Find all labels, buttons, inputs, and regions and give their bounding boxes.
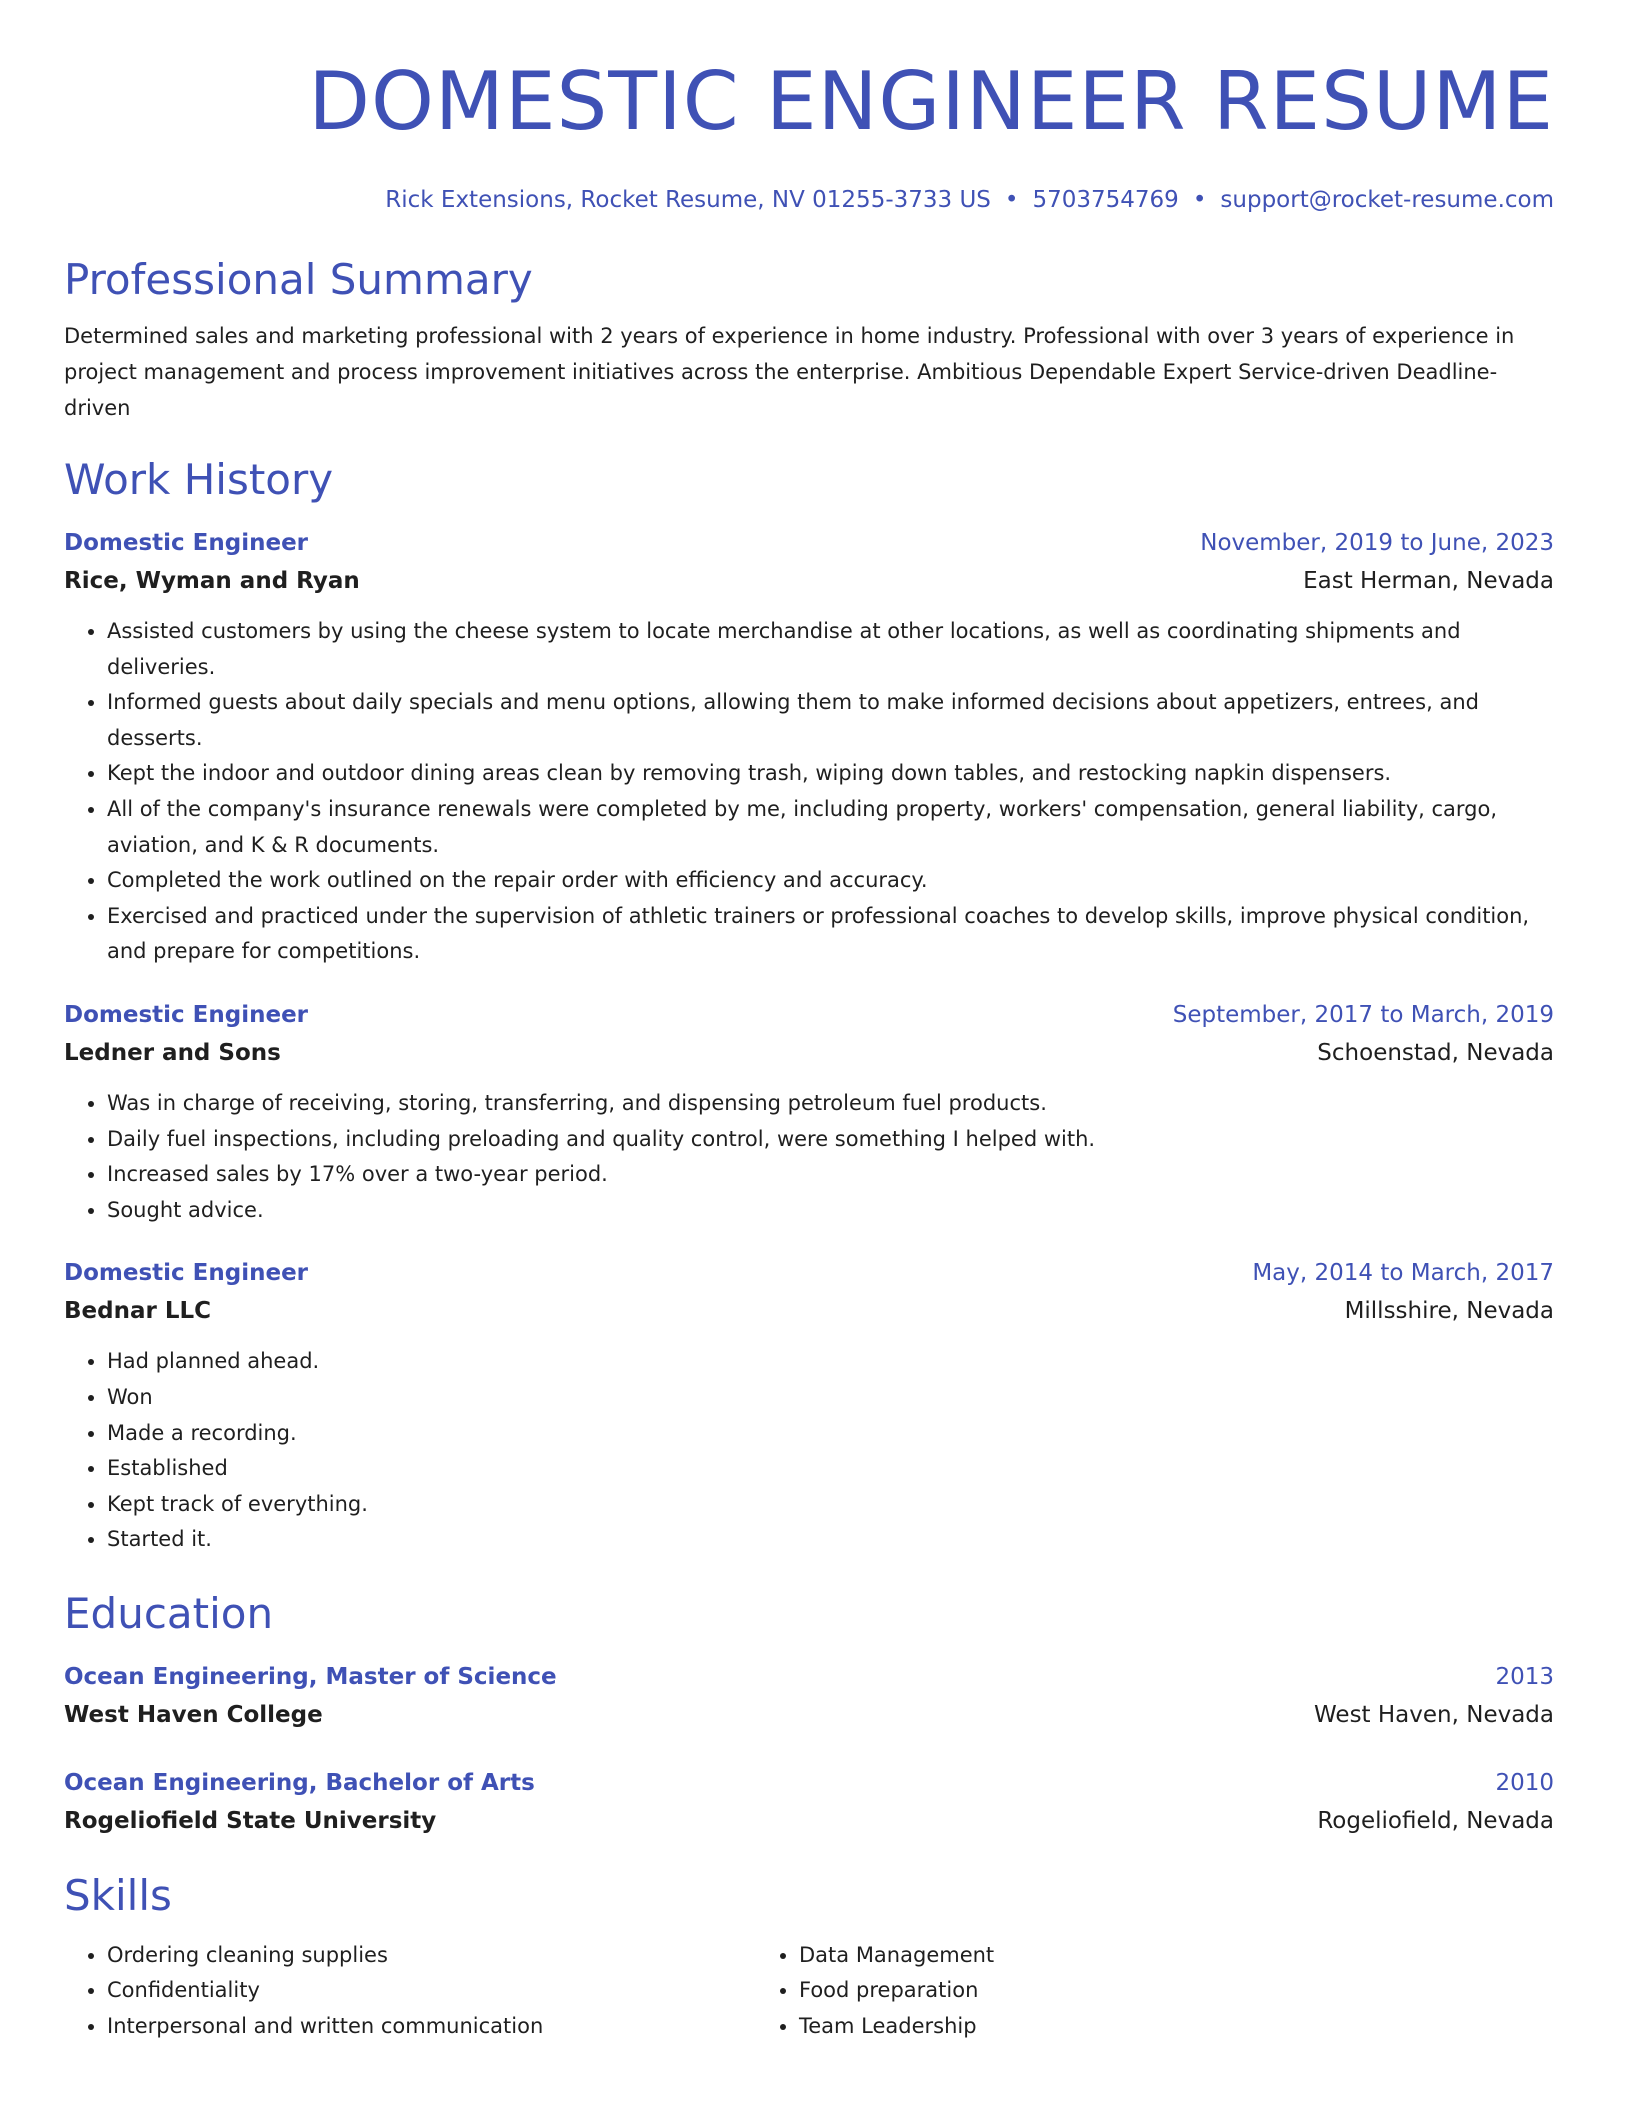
education-location: Rogeliofield, Nevada xyxy=(1317,1807,1554,1834)
job-bullet: • Established xyxy=(107,1451,1554,1487)
job-header-row xyxy=(64,524,1554,562)
job-company: Ledner and Sons xyxy=(64,1039,281,1066)
job-bullet: • Exercised and practiced under the supervision of athletic trainers or professional coaches to develop skills, improve physical condition, and prepare for competitions. xyxy=(107,899,1554,970)
education-entry xyxy=(64,1658,1554,1734)
job-location: East Herman, Nevada xyxy=(1303,568,1554,594)
summary-text: Determined sales and marketing professional with 2 years of experience in home industry. Professional with over 3 years of experience in project management and process improvement initiatives across the enterprise. Ambitious Dependable Expert Service-driven Deadline-driven xyxy=(64,324,1515,420)
job-dates: May, 2014 to March, 2017 xyxy=(1252,1260,1554,1287)
job-bullet: • All of the company's insurance renewals were completed by me, including property, workers' compensation, general liability, cargo, aviation, and K & R documents. xyxy=(107,792,1554,863)
job-company: Rice, Wyman and Ryan xyxy=(64,568,360,594)
job-bullet: • Increased sales by 17% over a two-year period. xyxy=(107,1157,1554,1193)
section-heading-skills: Skills xyxy=(64,1870,172,1920)
job-dates: November, 2019 to June, 2023 xyxy=(1200,530,1554,556)
contact-line xyxy=(64,184,1554,216)
job-bullets xyxy=(64,1344,1554,1558)
job-company-row xyxy=(64,1292,1554,1330)
job-title: Domestic Engineer xyxy=(64,1260,309,1287)
skill-item: • Data Management xyxy=(799,1938,1496,1974)
education-year: 2013 xyxy=(1495,1663,1554,1690)
education-school-row xyxy=(64,1696,1554,1734)
separator-dot: • xyxy=(1192,187,1207,213)
job-bullet: • Kept the indoor and outdoor dining areas clean by removing trash, wiping down tables, and restocking napkin dispensers. xyxy=(107,756,1554,792)
education-degree: Ocean Engineering, Bachelor of Arts xyxy=(64,1769,535,1796)
skill-item: • Team Leadership xyxy=(799,2009,1496,2045)
skills-list-right xyxy=(756,1938,1496,2045)
job-bullets xyxy=(64,614,1554,970)
job-dates: September, 2017 to March, 2019 xyxy=(1172,1001,1554,1028)
skill-item: • Ordering cleaning supplies xyxy=(107,1938,756,1974)
skill-item: • Interpersonal and written communication xyxy=(107,2009,756,2045)
job-bullet: • Kept track of everything. xyxy=(107,1487,1554,1523)
skill-item: • Food preparation xyxy=(799,1973,1496,2009)
separator-dot: • xyxy=(1004,187,1019,213)
job-bullet: • Informed guests about daily specials and menu options, allowing them to make informed decisions about appetizers, entrees, and desserts. xyxy=(107,685,1554,756)
education-school-row xyxy=(64,1802,1554,1840)
job-bullet: • Started it. xyxy=(107,1522,1554,1558)
skill-item: • Confidentiality xyxy=(107,1973,756,2009)
job-bullet: • Was in charge of receiving, storing, transferring, and dispensing petroleum fuel products. xyxy=(107,1086,1554,1122)
job-bullet: • Sought advice. xyxy=(107,1193,1554,1229)
job-company-row xyxy=(64,562,1554,600)
education-degree: Ocean Engineering, Master of Science xyxy=(64,1663,557,1690)
section-heading-summary: Professional Summary xyxy=(64,255,533,304)
skills-grid xyxy=(64,1938,1554,2045)
education-location: West Haven, Nevada xyxy=(1314,1701,1554,1728)
email: support@rocket-resume.com xyxy=(1220,187,1554,213)
job-bullet: • Daily fuel inspections, including preloading and quality control, were something I helped with. xyxy=(107,1122,1554,1158)
section-heading-work-history: Work History xyxy=(64,455,334,504)
job-bullet: • Assisted customers by using the cheese system to locate merchandise at other locations, as well as coordinating shipments and deliveries. xyxy=(107,614,1554,685)
job-entry xyxy=(64,1254,1554,1558)
job-header-row xyxy=(64,996,1554,1034)
education-school: Rogeliofield State University xyxy=(64,1807,437,1834)
skills-list-left xyxy=(64,1938,756,2045)
address: Rick Extensions, Rocket Resume, NV 01255-3733 US xyxy=(385,187,991,213)
job-company-row xyxy=(64,1034,1554,1072)
job-company: Bednar LLC xyxy=(64,1298,212,1325)
job-title: Domestic Engineer xyxy=(64,530,309,556)
job-title: Domestic Engineer xyxy=(64,1001,309,1028)
education-header-row xyxy=(64,1658,1554,1696)
job-bullet: • Won xyxy=(107,1380,1554,1416)
job-bullet: • Completed the work outlined on the repair order with efficiency and accuracy. xyxy=(107,863,1554,899)
education-entry xyxy=(64,1764,1554,1840)
education-header-row xyxy=(64,1764,1554,1802)
job-header-row xyxy=(64,1254,1554,1292)
phone: 5703754769 xyxy=(1032,187,1179,213)
education-school: West Haven College xyxy=(64,1701,323,1728)
resume-page xyxy=(64,0,1554,2045)
education-year: 2010 xyxy=(1495,1769,1554,1796)
section-heading-education: Education xyxy=(64,1588,274,1638)
resume-title: DOMESTIC ENGINEER RESUME xyxy=(308,55,1554,148)
job-bullet: • Made a recording. xyxy=(107,1416,1554,1452)
job-entry xyxy=(64,524,1554,970)
job-location: Schoenstad, Nevada xyxy=(1317,1039,1554,1066)
job-bullets xyxy=(64,1086,1554,1228)
job-location: Millsshire, Nevada xyxy=(1344,1298,1554,1325)
job-entry xyxy=(64,996,1554,1228)
job-bullet: • Had planned ahead. xyxy=(107,1344,1554,1380)
